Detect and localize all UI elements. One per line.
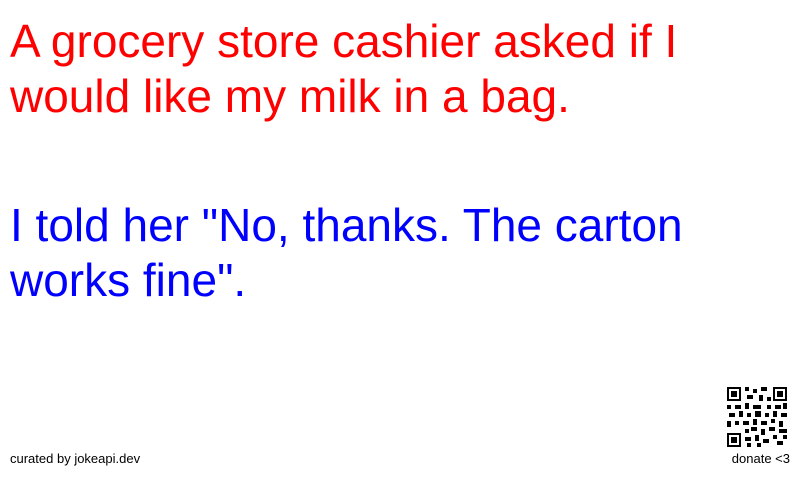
qr-code-icon[interactable] (727, 387, 787, 447)
joke-setup: A grocery store cashier asked if I would like my milk in a bag. (10, 15, 678, 122)
donate-link[interactable]: donate <3 (731, 451, 790, 466)
credit-label: curated by jokeapi.dev (10, 451, 141, 466)
joke-delivery: I told her "No, thanks. The carton works fine". (10, 199, 683, 306)
